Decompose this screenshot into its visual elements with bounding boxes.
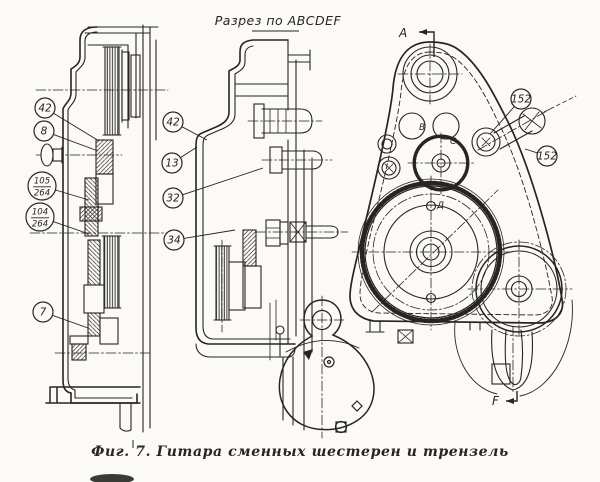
callout-7 <box>33 302 88 328</box>
svg-text:105: 105 <box>33 176 51 187</box>
cover-plate-detail <box>270 296 374 438</box>
svg-text:152: 152 <box>510 93 532 106</box>
quadrant-gear <box>216 246 229 320</box>
svg-text:152: 152 <box>536 150 558 163</box>
gear-plate-side-view <box>350 42 576 396</box>
big-change-gear <box>352 176 512 330</box>
svg-text:32: 32 <box>166 192 180 205</box>
left-section-view <box>30 25 172 432</box>
point-label-B: B <box>419 123 426 133</box>
svg-text:264: 264 <box>31 219 49 230</box>
cover-outline <box>279 300 374 430</box>
svg-text:104: 104 <box>31 207 49 218</box>
svg-text:42: 42 <box>38 102 52 115</box>
callout-105-264 <box>28 172 89 200</box>
point-label-Д: Д <box>437 201 445 211</box>
figure-caption: Фиг. 7. Гитара сменных шестерен и трензель <box>91 444 509 460</box>
svg-text:7: 7 <box>39 306 47 319</box>
clamp-bolt <box>266 220 338 246</box>
svg-text:264: 264 <box>33 188 51 199</box>
svg-text:42: 42 <box>166 116 180 129</box>
gear-stack-bottom <box>104 236 119 308</box>
plate-contour <box>350 42 563 323</box>
svg-text:A: A <box>399 26 408 40</box>
section-title: Разрез по ABCDEF <box>214 13 342 28</box>
svg-text:13: 13 <box>165 157 179 170</box>
section-arrow-F <box>492 391 517 408</box>
callout-152 <box>525 146 557 166</box>
svg-text:8: 8 <box>40 125 48 138</box>
callout-13 <box>162 147 197 173</box>
callout-32 <box>163 168 263 208</box>
clamp-knob <box>41 144 62 166</box>
middle-section-view <box>196 40 348 430</box>
svg-text:F: F <box>492 394 499 408</box>
scan-smudge <box>90 474 134 482</box>
gear-stack-top <box>105 47 119 135</box>
point-label-C: C <box>450 137 457 147</box>
svg-text:34: 34 <box>167 234 181 247</box>
callout-42 <box>163 112 207 140</box>
top-bore <box>398 44 462 104</box>
